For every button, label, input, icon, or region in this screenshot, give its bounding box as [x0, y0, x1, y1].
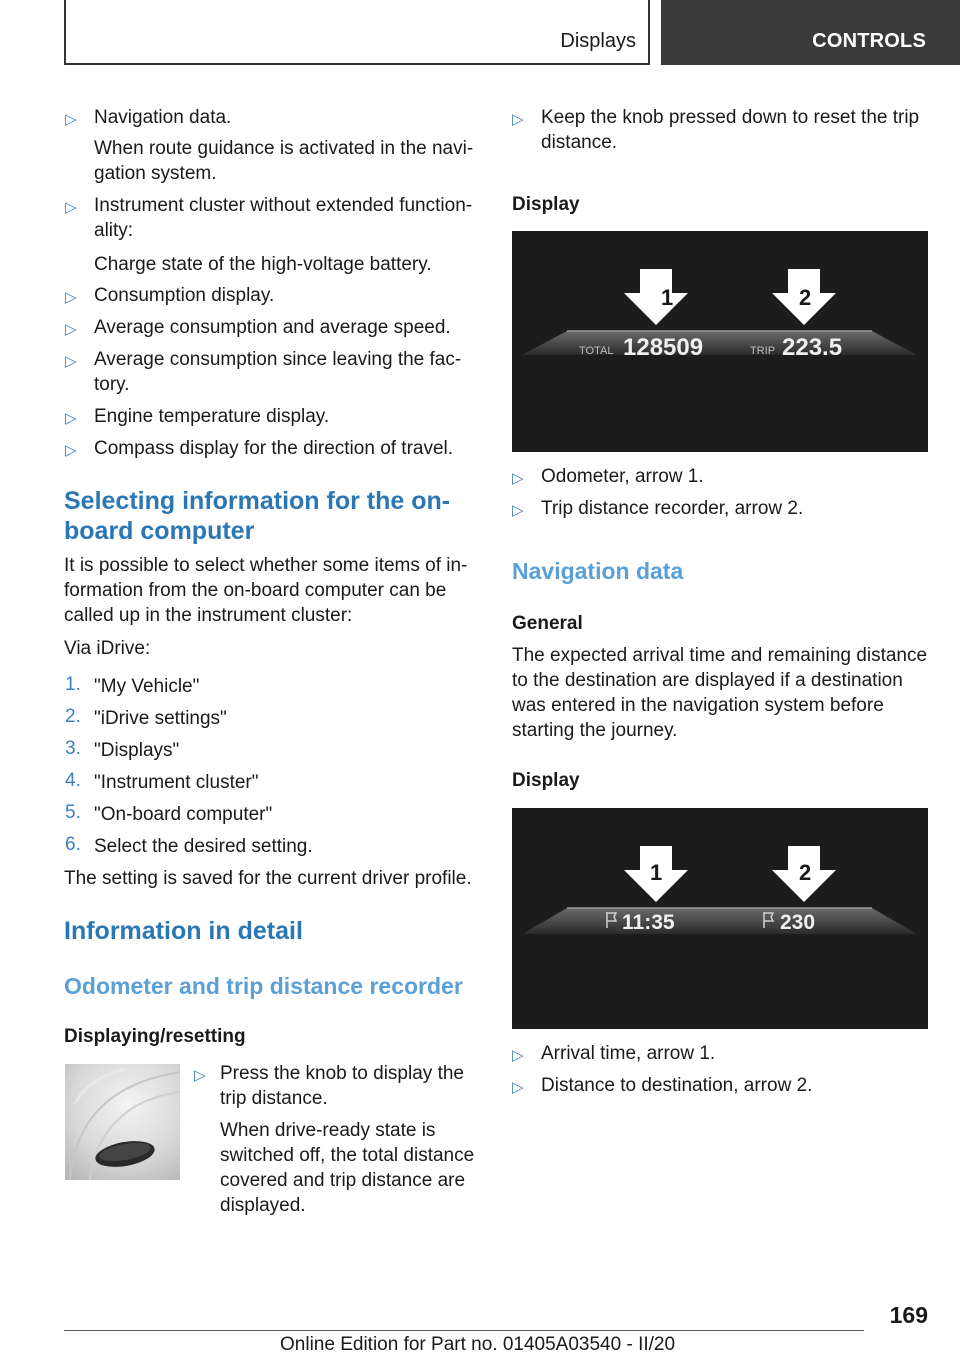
bullet-icon: ▷ [65, 199, 77, 216]
bullet-icon: ▷ [65, 111, 77, 128]
list-item: Press the knob to display the [220, 1063, 464, 1084]
step-text: "On-board computer" [94, 804, 273, 825]
step-number: 2. [65, 706, 81, 727]
list-item: Average consumption since leaving the fac- [94, 349, 462, 370]
distance-value: 230 [780, 911, 816, 934]
step-text: "Displays" [94, 740, 180, 761]
paragraph: to the destination are displayed if a destination [512, 670, 903, 691]
section-heading: Information in detail [64, 917, 303, 945]
step-number: 6. [65, 834, 81, 855]
step-text: "iDrive settings" [94, 708, 227, 729]
odometer-display-image [512, 231, 928, 452]
list-item: ality: [94, 220, 134, 241]
paragraph: formation from the on-board computer can be [64, 580, 447, 601]
paragraph: The expected arrival time and remaining distance [512, 645, 928, 666]
paragraph: was entered in the navigation system before [512, 695, 884, 716]
list-item-note: When route guidance is activated in the navi- [94, 138, 474, 159]
bullet-icon: ▷ [65, 353, 77, 370]
arrival-time-value: 11:35 [622, 911, 675, 934]
paragraph: covered and trip distance are [220, 1170, 466, 1191]
list-item: Keep the knob pressed down to reset the trip [541, 107, 920, 128]
trip-label: TRIP [750, 345, 776, 357]
page-number: 169 [889, 1302, 928, 1328]
footer-divider [64, 1330, 864, 1331]
paragraph: starting the journey. [512, 720, 678, 741]
bullet-icon: ▷ [65, 321, 77, 338]
subsection-heading: Odometer and trip distance recorder [64, 973, 463, 999]
section-heading: board computer [64, 517, 255, 545]
paragraph: switched off, the total distance [220, 1145, 475, 1166]
label-heading: Display [512, 770, 580, 791]
paragraph: called up in the instrument cluster: [64, 605, 353, 626]
bullet-icon: ▷ [512, 1079, 524, 1096]
knob-image [65, 1064, 180, 1180]
subsection-heading: Navigation data [512, 558, 684, 584]
bullet-icon: ▷ [65, 410, 77, 427]
bullet-icon: ▷ [512, 111, 524, 128]
list-item: Trip distance recorder, arrow 2. [541, 498, 804, 519]
list-item: Average consumption and average speed. [94, 317, 451, 338]
chapter-tab [661, 0, 960, 65]
arrow-1-label: 1 [650, 860, 663, 885]
total-value: 128509 [623, 334, 704, 361]
step-text: Select the desired setting. [94, 836, 313, 857]
list-item-note: gation system. [94, 163, 217, 184]
bullet-icon: ▷ [512, 502, 524, 519]
list-item: Instrument cluster without extended function- [94, 195, 473, 216]
bullet-icon: ▷ [194, 1067, 206, 1084]
arrow-1-label: 1 [661, 285, 674, 310]
list-item: Navigation data. [94, 107, 232, 128]
paragraph: When drive-ready state is [220, 1120, 436, 1141]
footer-edition-text: Online Edition for Part no. 01405A03540 - II/20 [280, 1334, 676, 1355]
step-text: "Instrument cluster" [94, 772, 259, 793]
list-item: tory. [94, 374, 130, 395]
paragraph: It is possible to select whether some items of in- [64, 555, 468, 576]
bullet-icon: ▷ [512, 470, 524, 487]
section-title: Displays [560, 30, 636, 52]
list-item: Consumption display. [94, 285, 275, 306]
bullet-icon: ▷ [65, 442, 77, 459]
step-number: 4. [65, 770, 81, 791]
list-item: Arrival time, arrow 1. [541, 1043, 716, 1064]
list-item: Odometer, arrow 1. [541, 466, 704, 487]
list-item-note: Charge state of the high-voltage battery. [94, 254, 432, 275]
list-item: distance. [541, 132, 618, 153]
navigation-display-image [512, 808, 928, 1029]
list-item: Compass display for the direction of travel. [94, 438, 454, 459]
trip-value: 223.5 [782, 334, 843, 361]
bullet-icon: ▷ [512, 1047, 524, 1064]
paragraph: The setting is saved for the current driver profile. [64, 868, 472, 889]
arrow-2-label: 2 [799, 285, 812, 310]
label-heading: Display [512, 194, 580, 215]
arrow-2-label: 2 [799, 860, 812, 885]
step-number: 5. [65, 802, 81, 823]
section-heading: Selecting information for the on- [64, 487, 451, 515]
label-heading: General [512, 613, 583, 634]
total-label: TOTAL [579, 345, 614, 357]
paragraph: Via iDrive: [64, 638, 151, 659]
list-item: Engine temperature display. [94, 406, 330, 427]
step-number: 3. [65, 738, 81, 759]
step-text: "My Vehicle" [94, 676, 200, 697]
paragraph: displayed. [220, 1195, 306, 1216]
list-item: Distance to destination, arrow 2. [541, 1075, 813, 1096]
label-heading: Displaying/resetting [64, 1026, 246, 1047]
list-item: trip distance. [220, 1088, 328, 1109]
bullet-icon: ▷ [65, 289, 77, 306]
step-number: 1. [65, 674, 81, 695]
chapter-title: CONTROLS [812, 30, 926, 52]
